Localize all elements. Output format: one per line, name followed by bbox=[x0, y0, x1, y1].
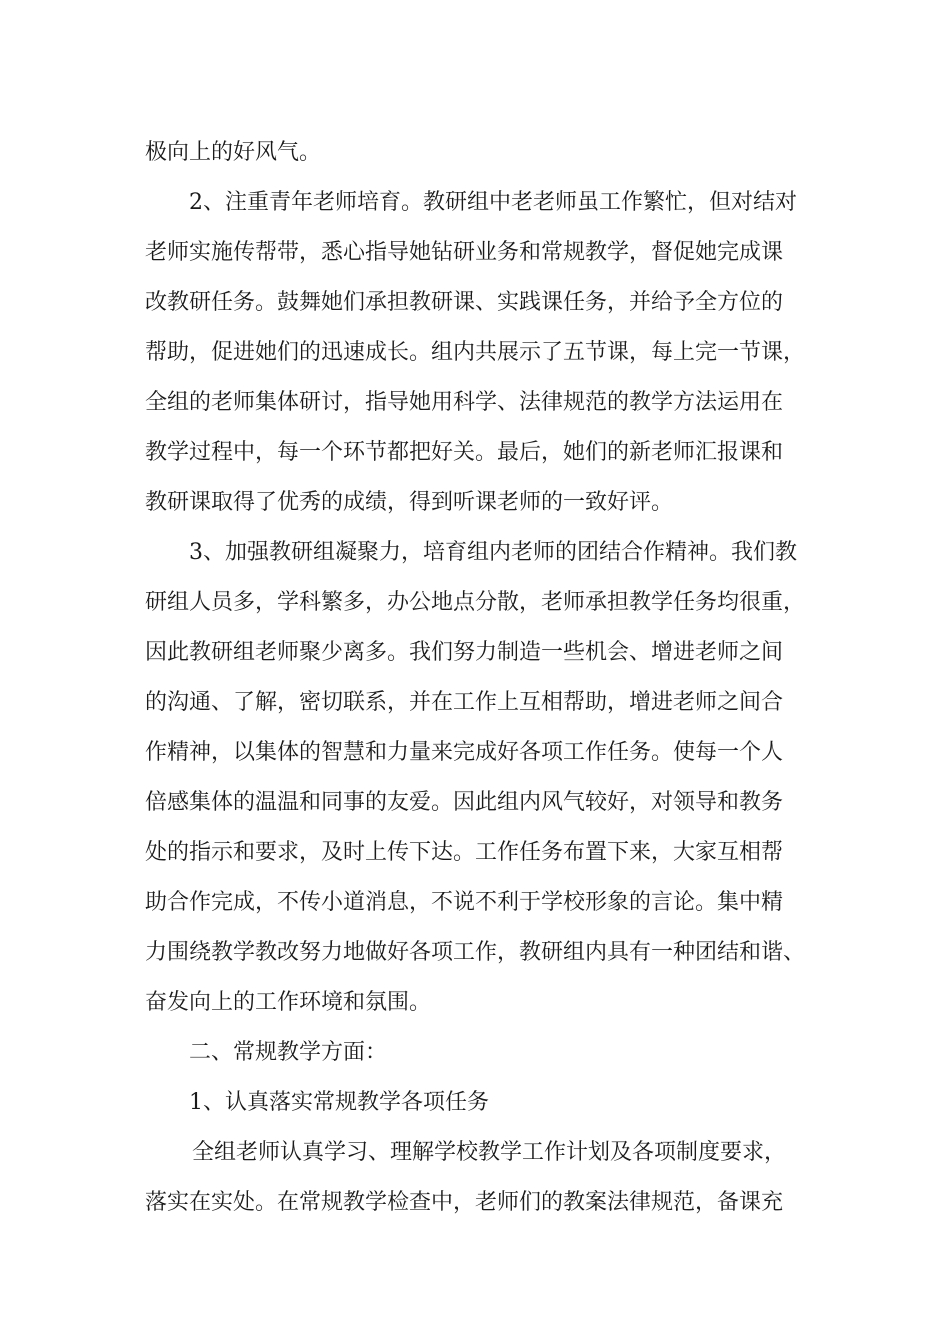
paragraph-start-line: 全组老师认真学习、理解学校教学工作计划及各项制度要求， bbox=[192, 1140, 787, 1165]
text-line: 处的指示和要求，及时上传下达。工作任务布置下来，大家互相帮 bbox=[145, 840, 784, 865]
text-line: 奋发向上的工作环境和氛围。 bbox=[145, 990, 432, 1015]
text-line: 帮助，促进她们的迅速成长。组内共展示了五节课，每上完一节课， bbox=[145, 340, 806, 365]
text-line: 倍感集体的温温和同事的友爱。因此组内风气较好，对领导和教务 bbox=[145, 790, 784, 815]
text-line: 教研课取得了优秀的成绩，得到听课老师的一致好评。 bbox=[145, 490, 674, 515]
text-line: 老师实施传帮带，悉心指导她钻研业务和常规教学，督促她完成课 bbox=[145, 240, 784, 265]
text-line: 力围绕教学教改努力地做好各项工作，教研组内具有一种团结和谐、 bbox=[145, 940, 806, 965]
section-heading: 二、常规教学方面： bbox=[189, 1040, 388, 1065]
text-line: 研组人员多，学科繁多，办公地点分散，老师承担教学任务均很重， bbox=[145, 590, 806, 615]
text-line: 教学过程中，每一个环节都把好关。最后，她们的新老师汇报课和 bbox=[145, 440, 784, 465]
text-line: 全组的老师集体研讨，指导她用科学、法律规范的教学方法运用在 bbox=[145, 390, 784, 415]
text-line: 落实在实处。在常规教学检查中，老师们的教案法律规范，备课充 bbox=[145, 1190, 784, 1215]
text-line: 因此教研组老师聚少离多。我们努力制造一些机会、增进老师之间 bbox=[145, 640, 784, 665]
paragraph-start-line: 2、注重青年老师培育。教研组中老老师虽工作繁忙，但对结对 bbox=[189, 190, 797, 215]
text-line: 助合作完成，不传小道消息，不说不利于学校形象的言论。集中精 bbox=[145, 890, 784, 915]
subsection-heading: 1、认真落实常规教学各项任务 bbox=[189, 1090, 489, 1115]
paragraph-start-line: 3、加强教研组凝聚力，培育组内老师的团结合作精神。我们教 bbox=[189, 540, 797, 565]
text-line: 作精神，以集体的智慧和力量来完成好各项工作任务。使每一个人 bbox=[145, 740, 784, 765]
text-line: 极向上的好风气。 bbox=[145, 140, 322, 165]
text-line: 改教研任务。鼓舞她们承担教研课、实践课任务，并给予全方位的 bbox=[145, 290, 784, 315]
text-line: 的沟通、了解，密切联系，并在工作上互相帮助，增进老师之间合 bbox=[145, 690, 784, 715]
